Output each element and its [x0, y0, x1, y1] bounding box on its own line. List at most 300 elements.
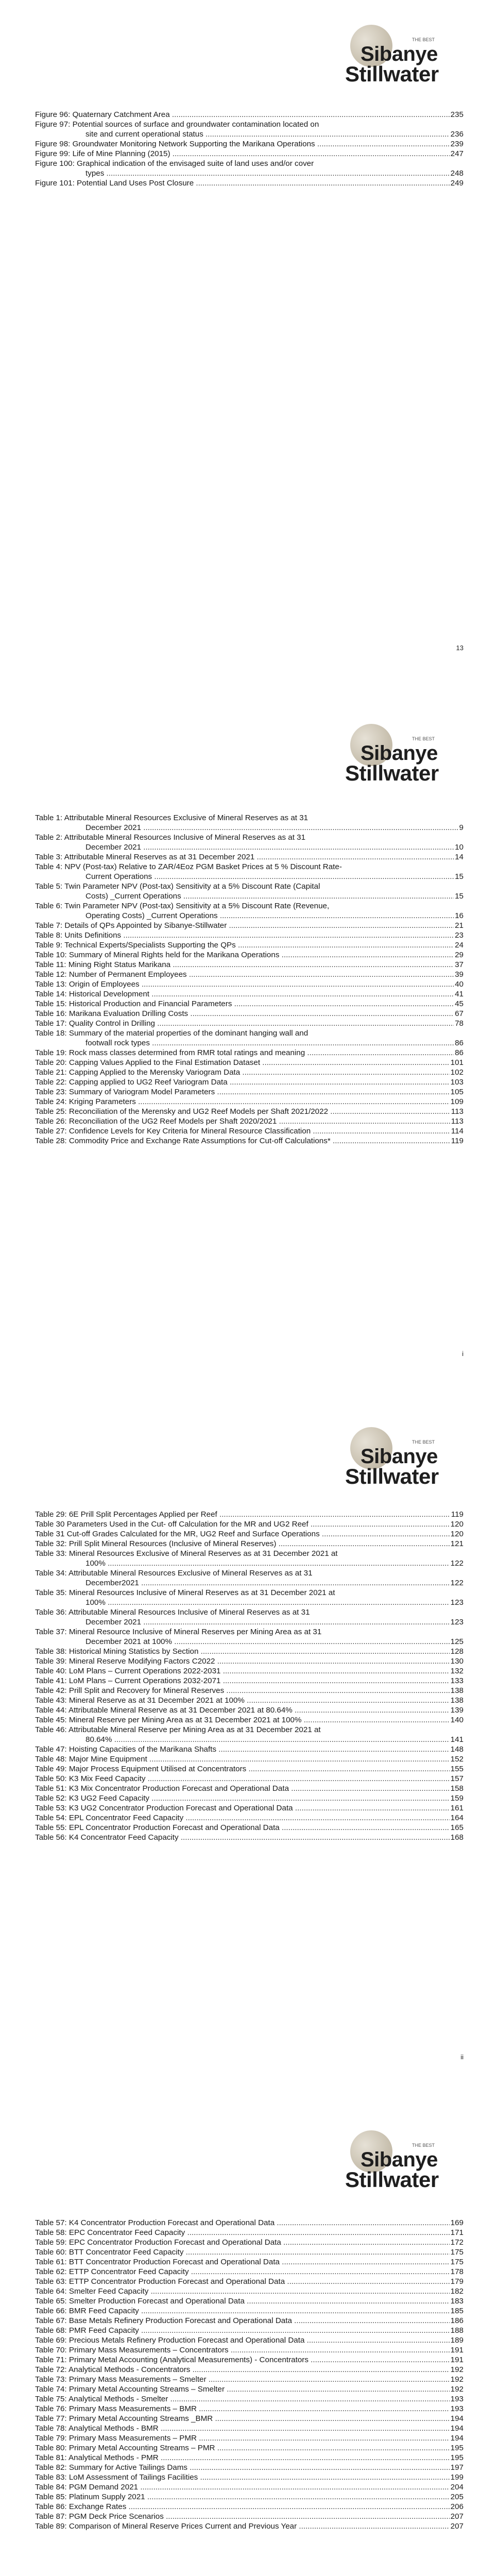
toc-entry[interactable]: [35, 1549, 464, 1558]
entry-label: Table 20: Capping Values Applied to the Final Estimation Dataset .....: [35, 1058, 450, 1067]
entry-page: 122: [450, 1559, 464, 1568]
toc-entry[interactable]: [35, 2218, 464, 2228]
entry-page: 192: [450, 2385, 464, 2394]
toc-entry[interactable]: [35, 2375, 464, 2384]
entry-page: 141: [450, 1735, 464, 1744]
entry-page: 249: [450, 179, 464, 188]
entry-page: 247: [450, 149, 464, 158]
toc-entry-continuation[interactable]: [35, 1038, 464, 1048]
entry-label: 100% .....: [85, 1598, 450, 1607]
entry-label: Table 59: EPC Concentrator Production Forecast and Operational Data .....: [35, 2238, 450, 2247]
toc-entry[interactable]: [35, 1009, 464, 1019]
toc-entry[interactable]: [35, 1519, 464, 1529]
entry-label: Table 13: Origin of Employees .....: [35, 979, 454, 989]
entry-page: 206: [450, 2502, 464, 2511]
entry-label: Table 46: Attributable Mineral Reserve per Mining Area as at 31 December 2021 at: [35, 1725, 321, 1734]
entry-page: 15: [455, 872, 464, 881]
toc-entry[interactable]: [35, 1803, 464, 1813]
entry-label: Table 64: Smelter Feed Capacity .....: [35, 2286, 450, 2296]
entry-page: 29: [455, 951, 464, 959]
company-logo: [330, 25, 474, 86]
entry-page: 45: [455, 999, 464, 1008]
logo-tagline: THE BEST: [412, 736, 435, 741]
entry-label: Table 85: Platinum Supply 2021 .....: [35, 2492, 450, 2502]
entry-page: 179: [450, 2277, 464, 2286]
entry-label: December 2021 .....: [85, 823, 458, 833]
entry-label: types .....: [85, 168, 450, 178]
toc-entry[interactable]: [35, 1116, 464, 1126]
entry-page: 195: [450, 2453, 464, 2462]
entry-page: 119: [451, 1510, 464, 1519]
entry-label: Table 79: Primary Mass Measurements – PMR .....: [35, 2433, 450, 2443]
entry-label: Table 18: Summary of the material properties of the dominant hanging wall and: [35, 1029, 309, 1038]
toc-entry[interactable]: [35, 2247, 464, 2257]
entry-label: Table 35: Mineral Resources Inclusive of Mineral Reserves as at 31 December 2021 at: [35, 1588, 335, 1597]
entry-label: Table 54: EPL Concentrator Feed Capacity .....: [35, 1813, 450, 1823]
toc-entry-continuation[interactable]: [35, 872, 464, 882]
toc-entry[interactable]: [35, 2492, 464, 2502]
entry-page: 186: [450, 2316, 464, 2325]
toc-entry[interactable]: [35, 2443, 464, 2453]
entry-page: 78: [455, 1019, 464, 1028]
entry-label: Costs) _Current Operations .....: [85, 891, 454, 901]
entry-page: 183: [450, 2297, 464, 2306]
entry-page: 113: [451, 1117, 464, 1126]
entry-page: 248: [450, 169, 464, 178]
entry-page: 16: [455, 911, 464, 920]
entry-label: Table 37: Mineral Resource Inclusive of Mineral Reserves per Mining Area as at 31: [35, 1628, 322, 1636]
entry-page: 235: [450, 110, 464, 119]
toc-entry[interactable]: [35, 2394, 464, 2404]
entry-page: 132: [450, 1667, 464, 1675]
toc-entry[interactable]: [35, 1813, 464, 1823]
entry-page: 41: [455, 990, 464, 998]
toc-list: [35, 813, 464, 1146]
page-number: i: [462, 1350, 464, 1358]
entry-label: Figure 99: Life of Mine Planning (2015) .....: [35, 149, 450, 159]
toc-entry[interactable]: [35, 1048, 464, 1058]
entry-page: 39: [455, 970, 464, 979]
entry-page: 205: [450, 2493, 464, 2501]
toc-entry[interactable]: [35, 2482, 464, 2492]
entry-label: Table 26: Reconciliation of the UG2 Reef Models per Shaft 2020/2021 .....: [35, 1116, 450, 1126]
entry-label: Table 43: Mineral Reserve as at 31 December 2021 at 100% .....: [35, 1696, 450, 1705]
entry-label: Table 1: Attributable Mineral Resources Exclusive of Mineral Reserves as at 31: [35, 814, 309, 822]
toc-entry-continuation[interactable]: [35, 842, 464, 852]
toc-entry[interactable]: [35, 2512, 464, 2521]
toc-entry[interactable]: [35, 2286, 464, 2296]
entry-page: 195: [450, 2444, 464, 2452]
entry-label: Figure 101: Potential Land Uses Post Closure .....: [35, 178, 450, 188]
entry-page: 133: [450, 1676, 464, 1685]
toc-entry-continuation[interactable]: [35, 823, 464, 833]
toc-entry[interactable]: [35, 970, 464, 979]
entry-label: footwall rock types .....: [85, 1038, 454, 1048]
entry-page: 159: [450, 1794, 464, 1803]
entry-label: Table 28: Commodity Price and Exchange Rate Assumptions for Cut-off Calculations* .....: [35, 1136, 450, 1146]
entry-page: 123: [450, 1618, 464, 1626]
entry-label: Table 40: LoM Plans – Current Operations 2022-2031 .....: [35, 1666, 450, 1676]
entry-page: 67: [455, 1009, 464, 1018]
entry-label: Table 72: Analytical Methods - Concentrators .....: [35, 2365, 450, 2375]
entry-page: 148: [450, 1745, 464, 1754]
entry-label: Table 30 Parameters Used in the Cut- off Calculation for the MR and UG2 Reef .....: [35, 1519, 450, 1529]
entry-label: Table 12: Number of Permanent Employees .....: [35, 970, 454, 979]
toc-entry-continuation[interactable]: [35, 1598, 464, 1607]
entry-page: 161: [450, 1804, 464, 1812]
toc-entry[interactable]: [35, 2355, 464, 2365]
entry-page: 193: [450, 2404, 464, 2413]
entry-label: Table 80: Primary Metal Accounting Streams – PMR .....: [35, 2443, 450, 2453]
toc-entry[interactable]: [35, 2228, 464, 2238]
entry-page: 103: [450, 1078, 464, 1087]
entry-page: 105: [450, 1088, 464, 1096]
entry-label: Table 55: EPL Concentrator Production Forecast and Operational Data .....: [35, 1823, 450, 1833]
toc-entry[interactable]: [35, 862, 464, 872]
entry-label: Table 17: Quality Control in Drilling .....: [35, 1019, 454, 1028]
entry-label: Table 29: 6E Prill Split Percentages Applied per Reef .....: [35, 1510, 450, 1519]
entry-label: Table 36: Attributable Mineral Resources Inclusive of Mineral Reserves as at 31: [35, 1608, 310, 1617]
toc-entry-continuation[interactable]: [35, 891, 464, 901]
logo-line-2: Stillwater: [345, 761, 439, 785]
entry-label: Table 19: Rock mass classes determined from RMR total ratings and meaning .....: [35, 1048, 454, 1058]
entry-page: 121: [450, 1539, 464, 1548]
entry-label: Table 56: K4 Concentrator Feed Capacity .....: [35, 1833, 450, 1842]
toc-entry[interactable]: [35, 852, 464, 862]
entry-label: Table 78: Analytical Methods - BMR .....: [35, 2424, 450, 2433]
entry-page: 207: [450, 2522, 464, 2531]
toc-entry[interactable]: [35, 159, 464, 168]
entry-label: Current Operations .....: [85, 872, 454, 882]
toc-entry-continuation[interactable]: [35, 129, 464, 139]
toc-entry[interactable]: [35, 1764, 464, 1774]
toc-entry[interactable]: [35, 1510, 464, 1519]
entry-page: 191: [450, 2346, 464, 2354]
entry-label: Table 22: Capping applied to UG2 Reef Variogram Data .....: [35, 1077, 450, 1087]
entry-label: Table 86: Exchange Rates .....: [35, 2502, 450, 2512]
entry-label: Table 3: Attributable Mineral Reserves as at 31 December 2021 .....: [35, 852, 454, 862]
entry-label: Table 15: Historical Production and Financial Parameters .....: [35, 999, 454, 1009]
toc-entry[interactable]: [35, 1136, 464, 1146]
entry-label: Table 39: Mineral Reserve Modifying Factors C2022 .....: [35, 1656, 450, 1666]
toc-entry[interactable]: [35, 2277, 464, 2286]
toc-entry[interactable]: [35, 2424, 464, 2433]
toc-entry[interactable]: [35, 1744, 464, 1754]
entry-page: 120: [450, 1520, 464, 1529]
entry-page: 165: [450, 1823, 464, 1832]
entry-label: Figure 97: Potential sources of surface and groundwater contamination located on: [35, 120, 319, 129]
entry-page: 24: [455, 941, 464, 950]
entry-label: Table 32: Prill Split Mineral Resources (Inclusive of Mineral Reserves) .....: [35, 1539, 450, 1549]
entry-label: December 2021 .....: [85, 1617, 450, 1627]
entry-label: Table 84: PGM Demand 2021 .....: [35, 2482, 450, 2492]
entry-page: 171: [450, 2228, 464, 2237]
toc-entry[interactable]: [35, 1126, 464, 1136]
toc-entry[interactable]: [35, 1696, 464, 1705]
toc-entry[interactable]: [35, 1097, 464, 1107]
toc-entry[interactable]: [35, 2238, 464, 2247]
entry-page: 158: [450, 1784, 464, 1793]
entry-label: Table 71: Primary Metal Accounting (Analytical Measurements) - Concentrators .....: [35, 2355, 450, 2365]
toc-entry[interactable]: [35, 1793, 464, 1803]
entry-page: 175: [450, 2248, 464, 2257]
toc-entry[interactable]: [35, 149, 464, 159]
entry-label: Table 49: Major Process Equipment Utilised at Concentrators .....: [35, 1764, 450, 1774]
toc-list: [35, 110, 464, 188]
toc-entry[interactable]: [35, 2453, 464, 2463]
toc-entry[interactable]: [35, 1823, 464, 1833]
toc-entry-continuation[interactable]: [35, 1578, 464, 1588]
entry-page: 23: [455, 931, 464, 940]
entry-page: 157: [450, 1774, 464, 1783]
toc-entry[interactable]: [35, 1686, 464, 1696]
toc-entry[interactable]: [35, 930, 464, 940]
toc-entry[interactable]: [35, 1019, 464, 1028]
toc-entry[interactable]: [35, 989, 464, 999]
page-number: 13: [456, 644, 464, 652]
toc-entry[interactable]: [35, 979, 464, 989]
entry-label: Table 51: K3 Mix Concentrator Production Forecast and Operational Data .....: [35, 1784, 450, 1793]
entry-label: Table 53: K3 UG2 Concentrator Production Forecast and Operational Data .....: [35, 1803, 450, 1813]
toc-entry[interactable]: [35, 1656, 464, 1666]
entry-page: 155: [450, 1765, 464, 1773]
entry-label: Table 38: Historical Mining Statistics by Section .....: [35, 1647, 450, 1656]
toc-entry[interactable]: [35, 1568, 464, 1578]
logo-tagline: THE BEST: [412, 1439, 435, 1445]
toc-entry[interactable]: [35, 139, 464, 149]
page-number: ii: [460, 2053, 464, 2061]
logo-tagline: THE BEST: [412, 37, 435, 42]
entry-page: 169: [450, 2218, 464, 2227]
entry-label: Figure 98: Groundwater Monitoring Network Supporting the Marikana Operations .....: [35, 139, 450, 149]
toc-entry[interactable]: [35, 2463, 464, 2472]
entry-page: 128: [450, 1647, 464, 1656]
toc-entry[interactable]: [35, 1725, 464, 1735]
toc-entry[interactable]: [35, 1539, 464, 1549]
toc-entry[interactable]: [35, 2296, 464, 2306]
entry-page: 37: [455, 960, 464, 969]
entry-page: 109: [450, 1097, 464, 1106]
entry-label: Table 66: BMR Feed Capacity .....: [35, 2306, 450, 2316]
toc-entry[interactable]: [35, 1107, 464, 1116]
entry-label: Table 8: Units Definitions .....: [35, 930, 454, 940]
entry-label: Table 61: BTT Concentrator Production Forecast and Operational Data .....: [35, 2257, 450, 2267]
entry-label: Table 77: Primary Metal Accounting Streams _BMR .....: [35, 2414, 450, 2424]
toc-entry[interactable]: [35, 2316, 464, 2326]
toc-entry[interactable]: [35, 833, 464, 842]
toc-entry[interactable]: [35, 1529, 464, 1539]
logo-line-2: Stillwater: [345, 62, 439, 86]
page-3: [0, 1406, 497, 2092]
entry-page: 185: [450, 2307, 464, 2315]
toc-entry[interactable]: [35, 2257, 464, 2267]
entry-page: 175: [450, 2258, 464, 2266]
toc-entry[interactable]: [35, 1715, 464, 1725]
toc-entry[interactable]: [35, 1784, 464, 1793]
toc-entry[interactable]: [35, 2335, 464, 2345]
toc-entry[interactable]: [35, 2365, 464, 2375]
entry-label: Table 73: Primary Mass Measurements – Smelter .....: [35, 2375, 450, 2384]
toc-entry[interactable]: [35, 1588, 464, 1598]
entry-page: 193: [450, 2395, 464, 2403]
toc-entry[interactable]: [35, 1774, 464, 1784]
entry-label: Table 41: LoM Plans – Current Operations 2032-2071 .....: [35, 1676, 450, 1686]
toc-entry[interactable]: [35, 901, 464, 911]
entry-label: Table 82: Summary for Active Tailings Dams .....: [35, 2463, 450, 2472]
toc-entry[interactable]: [35, 882, 464, 891]
entry-page: 239: [450, 140, 464, 148]
page-1: [0, 0, 497, 685]
entry-label: Table 10: Summary of Mineral Rights held for the Marikana Operations .....: [35, 950, 454, 960]
toc-entry[interactable]: [35, 1058, 464, 1067]
toc-entry[interactable]: [35, 2521, 464, 2531]
entry-label: Table 76: Primary Mass Measurements – BMR .....: [35, 2404, 450, 2414]
toc-entry[interactable]: [35, 2433, 464, 2443]
entry-page: 102: [450, 1068, 464, 1077]
entry-page: 119: [451, 1137, 464, 1145]
entry-label: Table 69: Precious Metals Refinery Production Forecast and Operational Data .....: [35, 2335, 450, 2345]
entry-page: 140: [450, 1716, 464, 1724]
toc-entry-continuation[interactable]: [35, 1637, 464, 1647]
entry-label: Table 27: Confidence Levels for Key Criteria for Mineral Resource Classification .....: [35, 1126, 450, 1136]
toc-entry-continuation[interactable]: [35, 1735, 464, 1744]
entry-label: Table 45: Mineral Reserve per Mining Area as at 31 December 2021 at 100% .....: [35, 1715, 450, 1725]
entry-label: Table 21: Capping Applied to the Merensky Variogram Data .....: [35, 1067, 450, 1077]
toc-entry-continuation[interactable]: [35, 1617, 464, 1627]
entry-label: Operating Costs) _Current Operations .....: [85, 911, 454, 921]
entry-page: 191: [450, 2355, 464, 2364]
toc-entry[interactable]: [35, 2472, 464, 2482]
toc-entry[interactable]: [35, 2404, 464, 2414]
logo-line-1: Sibanye: [361, 742, 438, 765]
logo-line-1: Sibanye: [361, 43, 438, 65]
page-4: [0, 2110, 497, 2576]
toc-entry[interactable]: [35, 1067, 464, 1077]
toc-entry[interactable]: [35, 2267, 464, 2277]
entry-label: Table 47: Hoisting Capacities of the Marikana Shafts .....: [35, 1744, 450, 1754]
entry-label: Table 5: Twin Parameter NPV (Post-tax) Sensitivity at a 5% Discount Rate (Capital: [35, 882, 320, 891]
entry-label: Figure 100: Graphical indication of the envisaged suite of land uses and/or cover: [35, 159, 314, 168]
entry-page: 86: [455, 1039, 464, 1047]
toc-entry[interactable]: [35, 1607, 464, 1617]
entry-page: 194: [450, 2424, 464, 2433]
entry-page: 123: [450, 1598, 464, 1607]
entry-label: Table 4: NPV (Post-tax) Relative to ZAR/4Eoz PGM Basket Prices at 5 % Discount Rate-: [35, 862, 342, 871]
entry-label: Table 89: Comparison of Mineral Reserve Prices Current and Previous Year .....: [35, 2521, 450, 2531]
toc-entry[interactable]: [35, 2326, 464, 2335]
entry-page: 236: [450, 130, 464, 139]
entry-label: Figure 96: Quaternary Catchment Area .....: [35, 110, 450, 120]
toc-entry[interactable]: [35, 921, 464, 930]
toc-entry[interactable]: [35, 1666, 464, 1676]
toc-entry[interactable]: [35, 120, 464, 129]
toc-entry[interactable]: [35, 1077, 464, 1087]
toc-entry-continuation[interactable]: [35, 1558, 464, 1568]
entry-label: Table 44: Attributable Mineral Reserve as at 31 December 2021 at 80.64% .....: [35, 1705, 450, 1715]
toc-entry[interactable]: [35, 1627, 464, 1637]
page-2: [0, 703, 497, 1388]
entry-label: Table 74: Primary Metal Accounting Streams – Smelter .....: [35, 2384, 450, 2394]
toc-entry-continuation[interactable]: [35, 168, 464, 178]
entry-page: 204: [450, 2483, 464, 2492]
entry-page: 164: [450, 1814, 464, 1822]
entry-page: 14: [455, 853, 464, 861]
toc-entry[interactable]: [35, 178, 464, 188]
entry-page: 168: [450, 1833, 464, 1842]
entry-label: Table 11: Mining Right Status Marikana .....: [35, 960, 454, 970]
entry-label: Table 52: K3 UG2 Feed Capacity .....: [35, 1793, 450, 1803]
toc-entry[interactable]: [35, 1647, 464, 1656]
entry-page: 138: [450, 1696, 464, 1705]
entry-page: 101: [450, 1058, 464, 1067]
entry-label: 100% .....: [85, 1558, 450, 1568]
toc-entry[interactable]: [35, 1833, 464, 1842]
entry-label: Table 75: Analytical Methods - Smelter .....: [35, 2394, 450, 2404]
toc-entry[interactable]: [35, 110, 464, 120]
toc-entry[interactable]: [35, 1754, 464, 1764]
entry-label: Table 6: Twin Parameter NPV (Post-tax) Sensitivity at a 5% Discount Rate (Revenue,: [35, 902, 330, 910]
entry-page: 113: [451, 1107, 464, 1116]
toc-entry[interactable]: [35, 960, 464, 970]
entry-label: Table 58: EPC Concentrator Feed Capacity .....: [35, 2228, 450, 2238]
entry-page: 125: [450, 1637, 464, 1646]
entry-page: 86: [455, 1048, 464, 1057]
logo-line-1: Sibanye: [361, 2148, 438, 2171]
toc-entry[interactable]: [35, 999, 464, 1009]
entry-page: 189: [450, 2336, 464, 2345]
entry-label: Table 62: ETTP Concentrator Feed Capacity .....: [35, 2267, 450, 2277]
toc-entry[interactable]: [35, 813, 464, 823]
entry-label: Table 34: Attributable Mineral Resources Exclusive of Mineral Reserves as at 31: [35, 1569, 313, 1578]
entry-label: Table 60: BTT Concentrator Feed Capacity .....: [35, 2247, 450, 2257]
entry-page: 139: [450, 1706, 464, 1715]
entry-page: 21: [455, 921, 464, 930]
toc-entry[interactable]: [35, 2306, 464, 2316]
company-logo: [330, 1427, 474, 1488]
entry-page: 138: [450, 1686, 464, 1695]
toc-entry[interactable]: [35, 2345, 464, 2355]
toc-entry[interactable]: [35, 2414, 464, 2424]
entry-label: December2021 .....: [85, 1578, 450, 1588]
toc-list: [35, 1510, 464, 1842]
toc-entry[interactable]: [35, 2502, 464, 2512]
toc-entry[interactable]: [35, 1705, 464, 1715]
entry-label: Table 7: Details of QPs Appointed by Sibanye-Stillwater .....: [35, 921, 454, 930]
entry-label: Table 14: Historical Development .....: [35, 989, 454, 999]
entry-label: Table 83: LoM Assessment of Tailings Facilities .....: [35, 2472, 450, 2482]
toc-entry[interactable]: [35, 1087, 464, 1097]
toc-entry[interactable]: [35, 950, 464, 960]
toc-entry[interactable]: [35, 1028, 464, 1038]
entry-page: 194: [450, 2414, 464, 2423]
entry-page: 120: [450, 1530, 464, 1538]
entry-label: site and current operational status .....: [85, 129, 450, 139]
entry-page: 188: [450, 2326, 464, 2335]
company-logo: [330, 724, 474, 785]
toc-entry[interactable]: [35, 1676, 464, 1686]
logo-line-2: Stillwater: [345, 2167, 439, 2192]
logo-tagline: THE BEST: [412, 2143, 435, 2148]
entry-label: Table 63: ETTP Concentrator Production Forecast and Operational Data .....: [35, 2277, 450, 2286]
entry-label: Table 16: Marikana Evaluation Drilling Costs .....: [35, 1009, 454, 1019]
entry-label: December 2021 at 100% .....: [85, 1637, 450, 1647]
entry-page: 192: [450, 2375, 464, 2384]
entry-label: Table 2: Attributable Mineral Resources Inclusive of Mineral Reserves as at 31: [35, 833, 306, 842]
toc-entry[interactable]: [35, 2384, 464, 2394]
entry-label: Table 9: Technical Experts/Specialists Supporting the QPs .....: [35, 940, 454, 950]
toc-entry-continuation[interactable]: [35, 911, 464, 921]
toc-entry[interactable]: [35, 940, 464, 950]
